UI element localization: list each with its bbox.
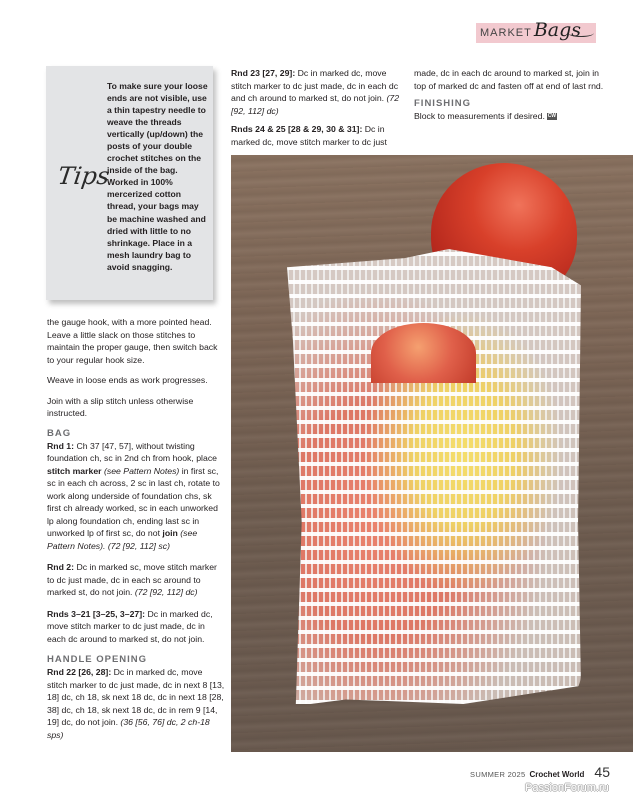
rnds-3-21-label: Rnds 3–21 [3–25, 3–27]:: [47, 608, 146, 619]
rnd-22-count: (36 [56, 76] dc, 2 ch-18 sps): [47, 717, 210, 740]
finishing-text: Block to measurements if desired.: [414, 111, 545, 121]
intro-paragraph-2: Weave in loose ends as work progresses.: [47, 375, 208, 385]
rnds-24-25-label: Rnds 24 & 25 [28 & 29, 30 & 31]:: [231, 124, 363, 134]
tips-title: Tips: [56, 162, 112, 190]
rnds-24-25-text: Dc in marked dc, move stitch marker to dc just: [231, 124, 387, 147]
rnds-3-21-text: Dc in marked dc, move stitch marker to dc just made, dc in each dc around to marked st, do not join.: [47, 608, 213, 644]
rnd-2: [47, 561, 225, 599]
rnd-2-label: Rnd 2:: [47, 562, 75, 572]
section-badge: [476, 19, 596, 43]
section-prefix: MARKET: [480, 27, 532, 39]
right-column: [414, 67, 604, 123]
magazine-name: Crochet World: [529, 770, 585, 779]
tips-sidebar: [46, 66, 213, 300]
rnd-23-label: Rnd 23 [27, 29]:: [231, 68, 296, 78]
rnd-23-text: Dc in marked dc, move stitch marker to dc just made, dc in each dc and ch around to marked st, do not join.: [231, 68, 399, 103]
rnds-24-25: [231, 123, 407, 148]
rnd-23: [231, 67, 407, 117]
rnd-1-note-b: (see Pattern Notes). (72 [92, 112] sc): [47, 528, 198, 551]
intro-paragraph-3: Join with a slip stitch unless otherwise instructed.: [47, 395, 194, 418]
watermark: PassionForum.ru: [525, 782, 609, 794]
finishing-paragraph: [414, 110, 604, 123]
page-footer: [460, 764, 610, 780]
apple-in-handle-illustration: [371, 323, 476, 383]
rnd-22-label: Rnd 22 [26, 28]:: [47, 667, 112, 677]
rnds-3-21: [47, 608, 225, 646]
rnd-2-text: Dc in marked sc, move stitch marker to dc just made, dc in each sc around to marked st, do not join.: [47, 562, 217, 597]
rnd-1-note-a: (see Pattern Notes): [101, 465, 180, 476]
crochet-bag-illustration: [287, 249, 581, 704]
issue-label: SUMMER 2025: [470, 770, 526, 779]
continuation-text: made, dc in each dc around to marked st, join in top of marked dc and fasten off at end of last rnd.: [414, 68, 604, 91]
left-column: [47, 316, 225, 750]
rnd-1-label: Rnd 1:: [47, 440, 75, 451]
section-title: Bags: [533, 19, 582, 41]
end-mark-icon: CW: [547, 113, 557, 120]
rnd-1-text-a: Ch 37 [47, 57], without twisting foundation ch, sc in 2nd ch from hook, place: [47, 440, 217, 463]
rnd-1: [47, 440, 225, 553]
swash-decoration: [568, 29, 594, 37]
rnd-1-bold-a: stitch marker: [47, 465, 102, 476]
tips-text: To make sure your loose ends are not visible, use a thin tapestry needle to weave the threads vertically (up/down) the posts of your double crochet stitches on the inside of the bag. Worked in 100% mercerized cotton thread, your bags may be machine washed and dried with little to no shrinkage. Place in a mesh laundry bag to avoid snagging.: [107, 81, 208, 272]
rnd-1-text-b: in first sc, sc in each ch across, 2 sc in last ch, rotate to work along underside of foundation chs, sk first ch already worked, sc in each unworked lp along foundation ch, ending last sc in unworked lp of first sc, do not: [47, 465, 220, 538]
rnd-23-count: (72 [92, 112] dc): [231, 93, 400, 116]
finishing-heading: FINISHING: [414, 98, 472, 109]
rnd-2-count: (72 [92, 112] dc): [134, 587, 198, 597]
handle-opening-heading: HANDLE OPENING: [47, 654, 148, 665]
rnd-22: [47, 666, 225, 741]
bag-heading: BAG: [47, 427, 72, 439]
intro-paragraph-1: the gauge hook, with a more pointed head. Leave a little slack on those stitches to maintain the proper gauge, then switch back to your regular hook size.: [47, 317, 218, 365]
middle-column: [231, 67, 407, 154]
product-photo: [231, 155, 633, 752]
rnd-22-text: Dc in marked dc, move stitch marker to dc just made, dc in next 8 [13, 18] dc, ch 18, sk next 18 dc, dc in next 18 [28, 38] dc, ch 18, sk next 18 dc, dc in rem 9 [14, 19] dc, do not join.: [47, 667, 225, 727]
page-number: 45: [594, 764, 610, 780]
rnd-1-bold-b: join: [162, 528, 178, 538]
